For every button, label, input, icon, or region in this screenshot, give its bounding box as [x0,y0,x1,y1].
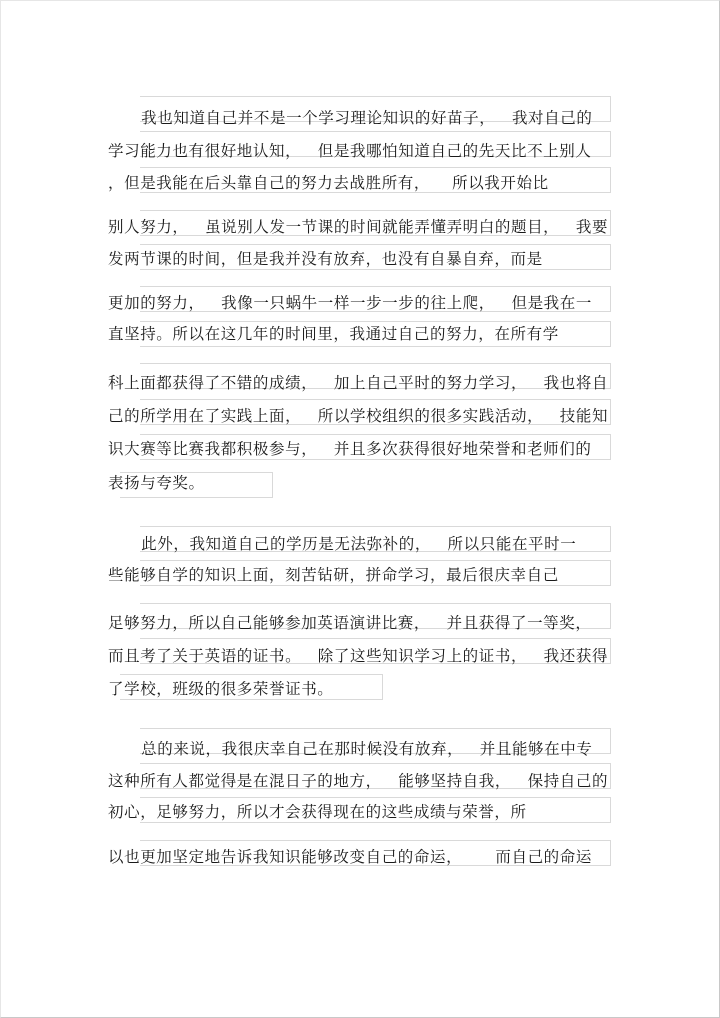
paragraph-1-line-10: 识大赛等比赛我都积极参与， 并且多次获得很好地荣誉和老师们的 [108,440,592,458]
paragraph-3-line-4: 以也更加坚定地告诉我知识能够改变自己的命运， 而自己的命运 [108,848,592,866]
paragraph-1-line-9: 己的所学用在了实践上面， 所以学校组织的很多实践活动， 技能知 [108,407,609,425]
paragraph-1-line-11: 表扬与夸奖。 [108,474,205,492]
paragraph-2-line-3: 足够努力，所以自己能够参加英语演讲比赛， 并且获得了一等奖， [108,614,592,632]
paragraph-2-line-5: 了学校，班级的很多荣誉证书。 [108,680,334,698]
paragraph-1-line-1: 我也知道自己并不是一个学习理论知识的好苗子， 我对自己的 [108,109,593,127]
paragraph-1-line-8: 科上面都获得了不错的成绩， 加上自己平时的努力学习， 我也将自 [108,374,609,392]
paragraph-1-line-3: ，但是我能在后头靠自己的努力去战胜所有， 所以我开始比 [108,174,549,192]
paragraph-2-line-4: 而且考了关于英语的证书。 除了这些知识学习上的证书， 我还获得 [108,647,609,665]
paragraph-3-line-3: 初心，足够努力，所以才会获得现在的这些成绩与荣誉，所 [108,803,527,821]
paragraph-1-line-4: 别人努力， 虽说别人发一节课的时间就能弄懂弄明白的题目， 我要 [108,218,609,236]
paragraph-3-line-2: 这种所有人都觉得是在混日子的地方， 能够坚持自我， 保持自己的 [108,772,609,790]
paragraph-1-line-2: 学习能力也有很好地认知， 但是我哪怕知道自己的先天比不上别人 [108,142,592,160]
paragraph-1-line-5: 发两节课的时间，但是我并没有放弃，也没有自暴自弃，而是 [108,250,543,268]
paragraph-3-line-1: 总的来说，我很庆幸自己在那时候没有放弃， 并且能够在中专 [108,740,593,758]
paragraph-1-line-6: 更加的努力， 我像一只蜗牛一样一步一步的往上爬， 但是我在一 [108,294,592,312]
paragraph-2-line-1: 此外，我知道自己的学历是无法弥补的， 所以只能在平时一 [108,535,577,553]
paragraph-1-line-7: 直坚持。所以在这几年的时间里，我通过自己的努力，在所有学 [108,325,559,343]
paragraph-2-line-2: 些能够自学的知识上面，刻苦钻研，拼命学习，最后很庆幸自己 [108,566,559,584]
